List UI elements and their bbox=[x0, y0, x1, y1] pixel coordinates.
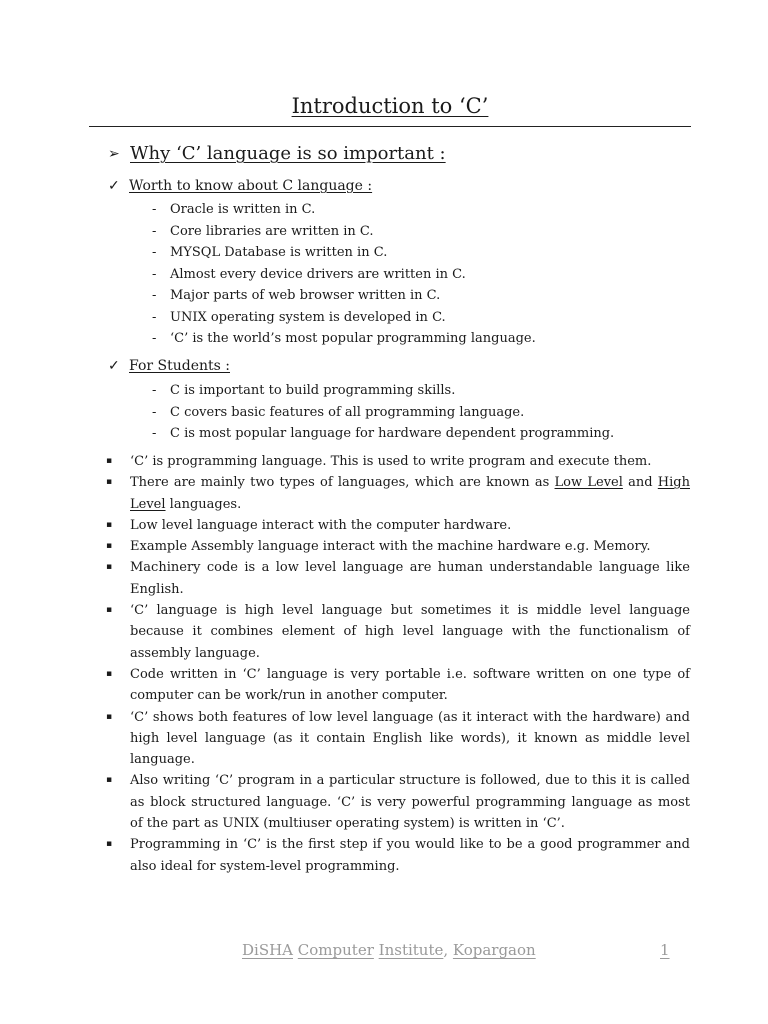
square-bullet-icon: ▪ bbox=[106, 711, 113, 722]
footer-institute: DiSHA Computer Institute, Kopargaon bbox=[242, 941, 536, 959]
bullet-text: Code written in ‘C’ language is very portable i.e. software written on one type of computer can be work/run in another computer. bbox=[130, 666, 690, 704]
dash-marker: - bbox=[152, 288, 157, 303]
bullet-item bbox=[105, 557, 690, 600]
square-bullet-icon: ▪ bbox=[106, 477, 113, 488]
square-bullet-icon: ▪ bbox=[106, 562, 113, 573]
list-item-text: C covers basic features of all programming language. bbox=[170, 404, 525, 420]
dash-marker: - bbox=[152, 331, 157, 346]
title-divider bbox=[89, 126, 691, 127]
list-item-text: MYSQL Database is written in C. bbox=[170, 245, 388, 260]
list-item-text: Core libraries are written in C. bbox=[170, 223, 374, 239]
list-item bbox=[152, 242, 536, 264]
page-number: 1 bbox=[660, 941, 670, 959]
bullet-item bbox=[105, 600, 690, 664]
bullet-text: Machinery code is a low level language are human understandable language like English. bbox=[130, 560, 690, 597]
bullet-item bbox=[105, 472, 690, 515]
bullet-item bbox=[105, 707, 690, 771]
square-bullet-icon: ▪ bbox=[106, 668, 113, 679]
footer-word: DiSHA bbox=[242, 941, 294, 959]
worth-to-know-list bbox=[152, 199, 536, 350]
square-bullet-icon: ▪ bbox=[106, 519, 113, 530]
section-heading-text: Worth to know about C language : bbox=[129, 178, 373, 194]
section-heading-worth-to-know bbox=[108, 178, 372, 194]
dash-marker: - bbox=[152, 404, 157, 420]
list-item-text: ‘C’ is the world’s most popular programming language. bbox=[170, 331, 536, 346]
list-item bbox=[152, 402, 614, 424]
list-item bbox=[152, 264, 536, 286]
list-item bbox=[152, 423, 614, 445]
section-heading-for-students bbox=[108, 358, 230, 374]
low-level-term: Low Level bbox=[554, 475, 623, 491]
square-bullet-icon: ▪ bbox=[106, 605, 113, 616]
dash-marker: - bbox=[152, 202, 157, 217]
list-item bbox=[152, 328, 536, 350]
page-title: Introduction to ‘C’ bbox=[291, 94, 489, 118]
footer-word: Institute bbox=[378, 941, 444, 959]
bullet-text: Low level language interact with the computer hardware. bbox=[130, 517, 512, 533]
main-heading-text: Why ‘C’ language is so important : bbox=[130, 143, 446, 164]
dash-marker: - bbox=[152, 245, 157, 260]
square-bullet-icon: ▪ bbox=[106, 839, 113, 850]
footer-word: Kopargaon bbox=[452, 941, 536, 959]
square-bullet-icon: ▪ bbox=[106, 775, 113, 786]
list-item bbox=[152, 221, 536, 243]
list-item bbox=[152, 307, 536, 329]
dash-marker: - bbox=[152, 426, 157, 441]
bullet-item bbox=[105, 770, 690, 834]
main-heading bbox=[108, 143, 446, 164]
list-item bbox=[152, 199, 536, 221]
list-item-text: Major parts of web browser written in C. bbox=[170, 288, 441, 303]
bullet-item bbox=[105, 515, 690, 536]
bullet-text: ‘C’ language is high level language but sometimes it is middle level language because it combines element of high level language with the functionalism of assembly language. bbox=[130, 603, 690, 661]
high-level-term: High Level bbox=[130, 475, 690, 512]
bullet-list bbox=[105, 451, 690, 877]
bullet-text-part: and bbox=[622, 475, 658, 491]
square-bullet-icon: ▪ bbox=[106, 456, 113, 466]
bullet-text-part: There are mainly two types of languages, which are known as bbox=[130, 475, 555, 491]
list-item bbox=[152, 285, 536, 307]
bullet-item bbox=[105, 834, 690, 877]
dash-marker: - bbox=[152, 383, 157, 398]
dash-marker: - bbox=[152, 309, 157, 325]
for-students-list bbox=[152, 380, 614, 445]
footer-word: Computer bbox=[297, 941, 374, 959]
bullet-text: Example Assembly language interact with the machine hardware e.g. Memory. bbox=[130, 539, 651, 555]
list-item-text: C is most popular language for hardware dependent programming. bbox=[170, 426, 615, 441]
dash-marker: - bbox=[152, 266, 157, 282]
checkmark-icon: ✓ bbox=[108, 178, 120, 194]
bullet-text bbox=[130, 472, 690, 515]
bullet-text-part: languages. bbox=[165, 496, 242, 512]
section-heading-text: For Students : bbox=[129, 358, 230, 374]
dash-marker: - bbox=[152, 223, 157, 239]
list-item-text: Almost every device drivers are written in C. bbox=[170, 266, 466, 282]
bullet-text: Programming in ‘C’ is the first step if you would like to be a good programmer and also ideal for system-level programming. bbox=[130, 837, 690, 874]
checkmark-icon: ✓ bbox=[108, 358, 120, 374]
list-item-text: UNIX operating system is developed in C. bbox=[170, 309, 446, 325]
footer-page-number bbox=[660, 941, 670, 959]
bullet-item bbox=[105, 664, 690, 707]
list-item bbox=[152, 380, 614, 402]
bullet-text: ‘C’ shows both features of low level language (as it interact with the hardware) and high level language (as it contain English like words), it known as middle level language. bbox=[130, 709, 690, 768]
arrow-bullet-icon: ➢ bbox=[108, 145, 120, 162]
list-item-text: Oracle is written in C. bbox=[170, 202, 316, 217]
bullet-item bbox=[105, 451, 690, 472]
bullet-item bbox=[105, 536, 690, 557]
square-bullet-icon: ▪ bbox=[106, 541, 113, 552]
bullet-text: ‘C’ is programming language. This is used to write program and execute them. bbox=[130, 454, 652, 469]
list-item-text: C is important to build programming skills. bbox=[170, 383, 456, 398]
bullet-text: Also writing ‘C’ program in a particular structure is followed, due to this it is called as block structured language. ‘C’ is very powerful programming language as most of the part as UNIX (multiuser operating system) is written in ‘C’. bbox=[130, 773, 690, 832]
